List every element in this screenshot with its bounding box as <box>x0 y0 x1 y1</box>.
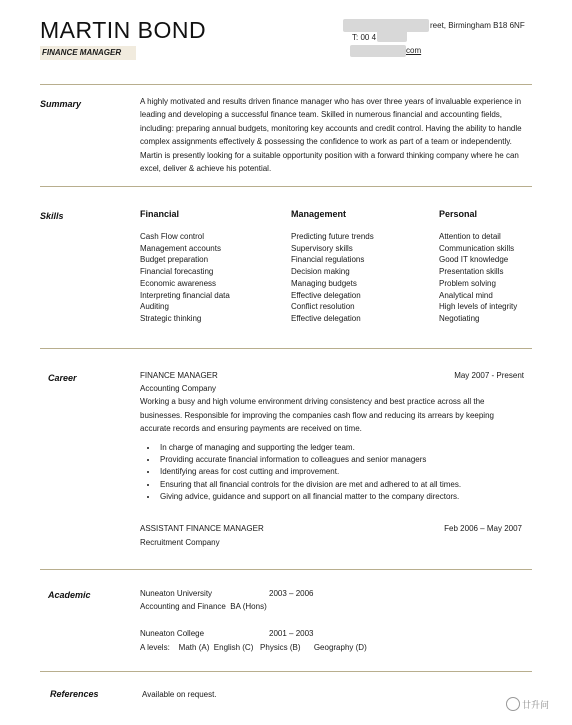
skill-item: Analytical mind <box>439 290 493 300</box>
skill-item: Good IT knowledge <box>439 255 509 265</box>
section-divider <box>40 348 532 349</box>
job-title: ASSISTANT FINANCE MANAGER <box>140 524 264 533</box>
references-text: Available on request. <box>142 690 217 699</box>
skill-item: Predicting future trends <box>291 232 374 241</box>
academic-heading: Academic <box>48 590 91 600</box>
summary-text: A highly motivated and results driven finance manager who has over three years of invaluable experience in leading and developing a successful finance team. Skilled in numerous financial and accounting fields, including: preparing annual budgets, monitoring key accounts and credit control. Having the ability to handle complex assignments effectively & possessing the confidence to work as part of a team or independently. Martin is presently looking for a suitable opportunity position with a forward thinking company where he can excel, deliver & achieve his potential. <box>140 97 522 174</box>
skills-list <box>140 231 280 325</box>
job-company: Accounting Company <box>140 384 217 393</box>
skills-heading: Skills <box>40 211 64 221</box>
skill-item: Attention to detail <box>439 232 501 241</box>
skill-item: Negotiating <box>439 313 480 323</box>
redacted-phone-block <box>377 30 407 42</box>
watermark-text: 廿升问 <box>522 700 550 710</box>
section-divider <box>40 84 532 85</box>
skill-item: Auditing <box>140 302 169 312</box>
job-description: Working a busy and high volume environment driving consistency and best practice across all the businesses. Responsible for improving the companies cash flow and reducing its arrears by keeping accurate records and ensuring payments are received on time. <box>140 397 494 434</box>
skill-item: Decision making <box>291 267 350 277</box>
education-school: Nuneaton College <box>140 629 205 638</box>
skill-item: Managing budgets <box>291 278 357 288</box>
career-job <box>140 369 524 503</box>
watermark-logo-icon <box>506 697 520 711</box>
responsibility-item: • Providing accurate financial information to colleagues and senior managers <box>158 454 524 466</box>
skill-item: Effective delegation <box>291 313 361 323</box>
skill-item: Economic awareness <box>140 278 217 288</box>
skill-item: Supervisory skills <box>291 243 353 253</box>
candidate-title: FINANCE MANAGER <box>40 46 136 60</box>
skill-item: Management accounts <box>140 243 221 253</box>
job-responsibilities <box>140 442 524 503</box>
responsibility-item: • Ensuring that all financial controls for the division are met and adhered to at all times. <box>158 479 524 491</box>
skills-list <box>439 231 539 325</box>
education-detail: A levels: Math (A) English (C) Physics (B) Geography (D) <box>140 643 367 652</box>
candidate-name: MARTIN BOND <box>40 17 207 43</box>
skill-item: Effective delegation <box>291 290 361 300</box>
responsibility-item: • Giving advice, guidance and support on all financial matter to the company directors. <box>158 491 524 503</box>
skill-item: Budget preparation <box>140 255 209 265</box>
section-divider <box>40 671 532 672</box>
responsibility-item: • In charge of managing and supporting the ledger team. <box>158 442 524 454</box>
skill-item: Presentation skills <box>439 267 504 277</box>
job-title: FINANCE MANAGER <box>140 371 218 380</box>
phone-text: T: 00 4 <box>352 33 377 42</box>
skills-column-heading: Financial <box>140 209 180 219</box>
skill-item: High levels of integrity <box>439 302 518 312</box>
responsibility-item: • Identifying areas for cost cutting and improvement. <box>158 466 524 478</box>
skill-item: Strategic thinking <box>140 313 202 323</box>
education-years: 2001 – 2003 <box>269 629 314 638</box>
section-divider <box>40 186 532 187</box>
job-dates: May 2007 - Present <box>454 371 524 380</box>
job-dates: Feb 2006 – May 2007 <box>444 524 522 533</box>
skill-item: Financial forecasting <box>140 267 214 277</box>
skills-column-personal <box>439 209 539 325</box>
job-company: Recruitment Company <box>140 538 220 547</box>
skills-list <box>291 231 431 325</box>
skill-item: Cash Flow control <box>140 232 205 241</box>
redacted-email-block <box>350 45 406 57</box>
email-link[interactable]: com <box>406 46 422 55</box>
skill-item: Conflict resolution <box>291 302 355 312</box>
skill-item: Financial regulations <box>291 255 365 265</box>
skills-column-heading: Personal <box>439 209 478 219</box>
education-school: Nuneaton University <box>140 589 213 598</box>
skills-column-financial <box>140 209 280 325</box>
skills-column-heading: Management <box>291 209 347 219</box>
skills-column-management <box>291 209 431 325</box>
address-text: reet, Birmingham B18 6NF <box>430 21 525 30</box>
section-divider <box>40 569 532 570</box>
summary-heading: Summary <box>40 99 82 109</box>
career-job <box>140 522 524 549</box>
skill-item: Interpreting financial data <box>140 290 230 300</box>
skill-item: Communication skills <box>439 243 515 253</box>
references-heading: References <box>50 689 99 699</box>
career-heading: Career <box>48 373 77 383</box>
education-years: 2003 – 2006 <box>269 589 314 598</box>
skill-item: Problem solving <box>439 278 496 288</box>
education-detail: Accounting and Finance BA (Hons) <box>140 602 267 611</box>
